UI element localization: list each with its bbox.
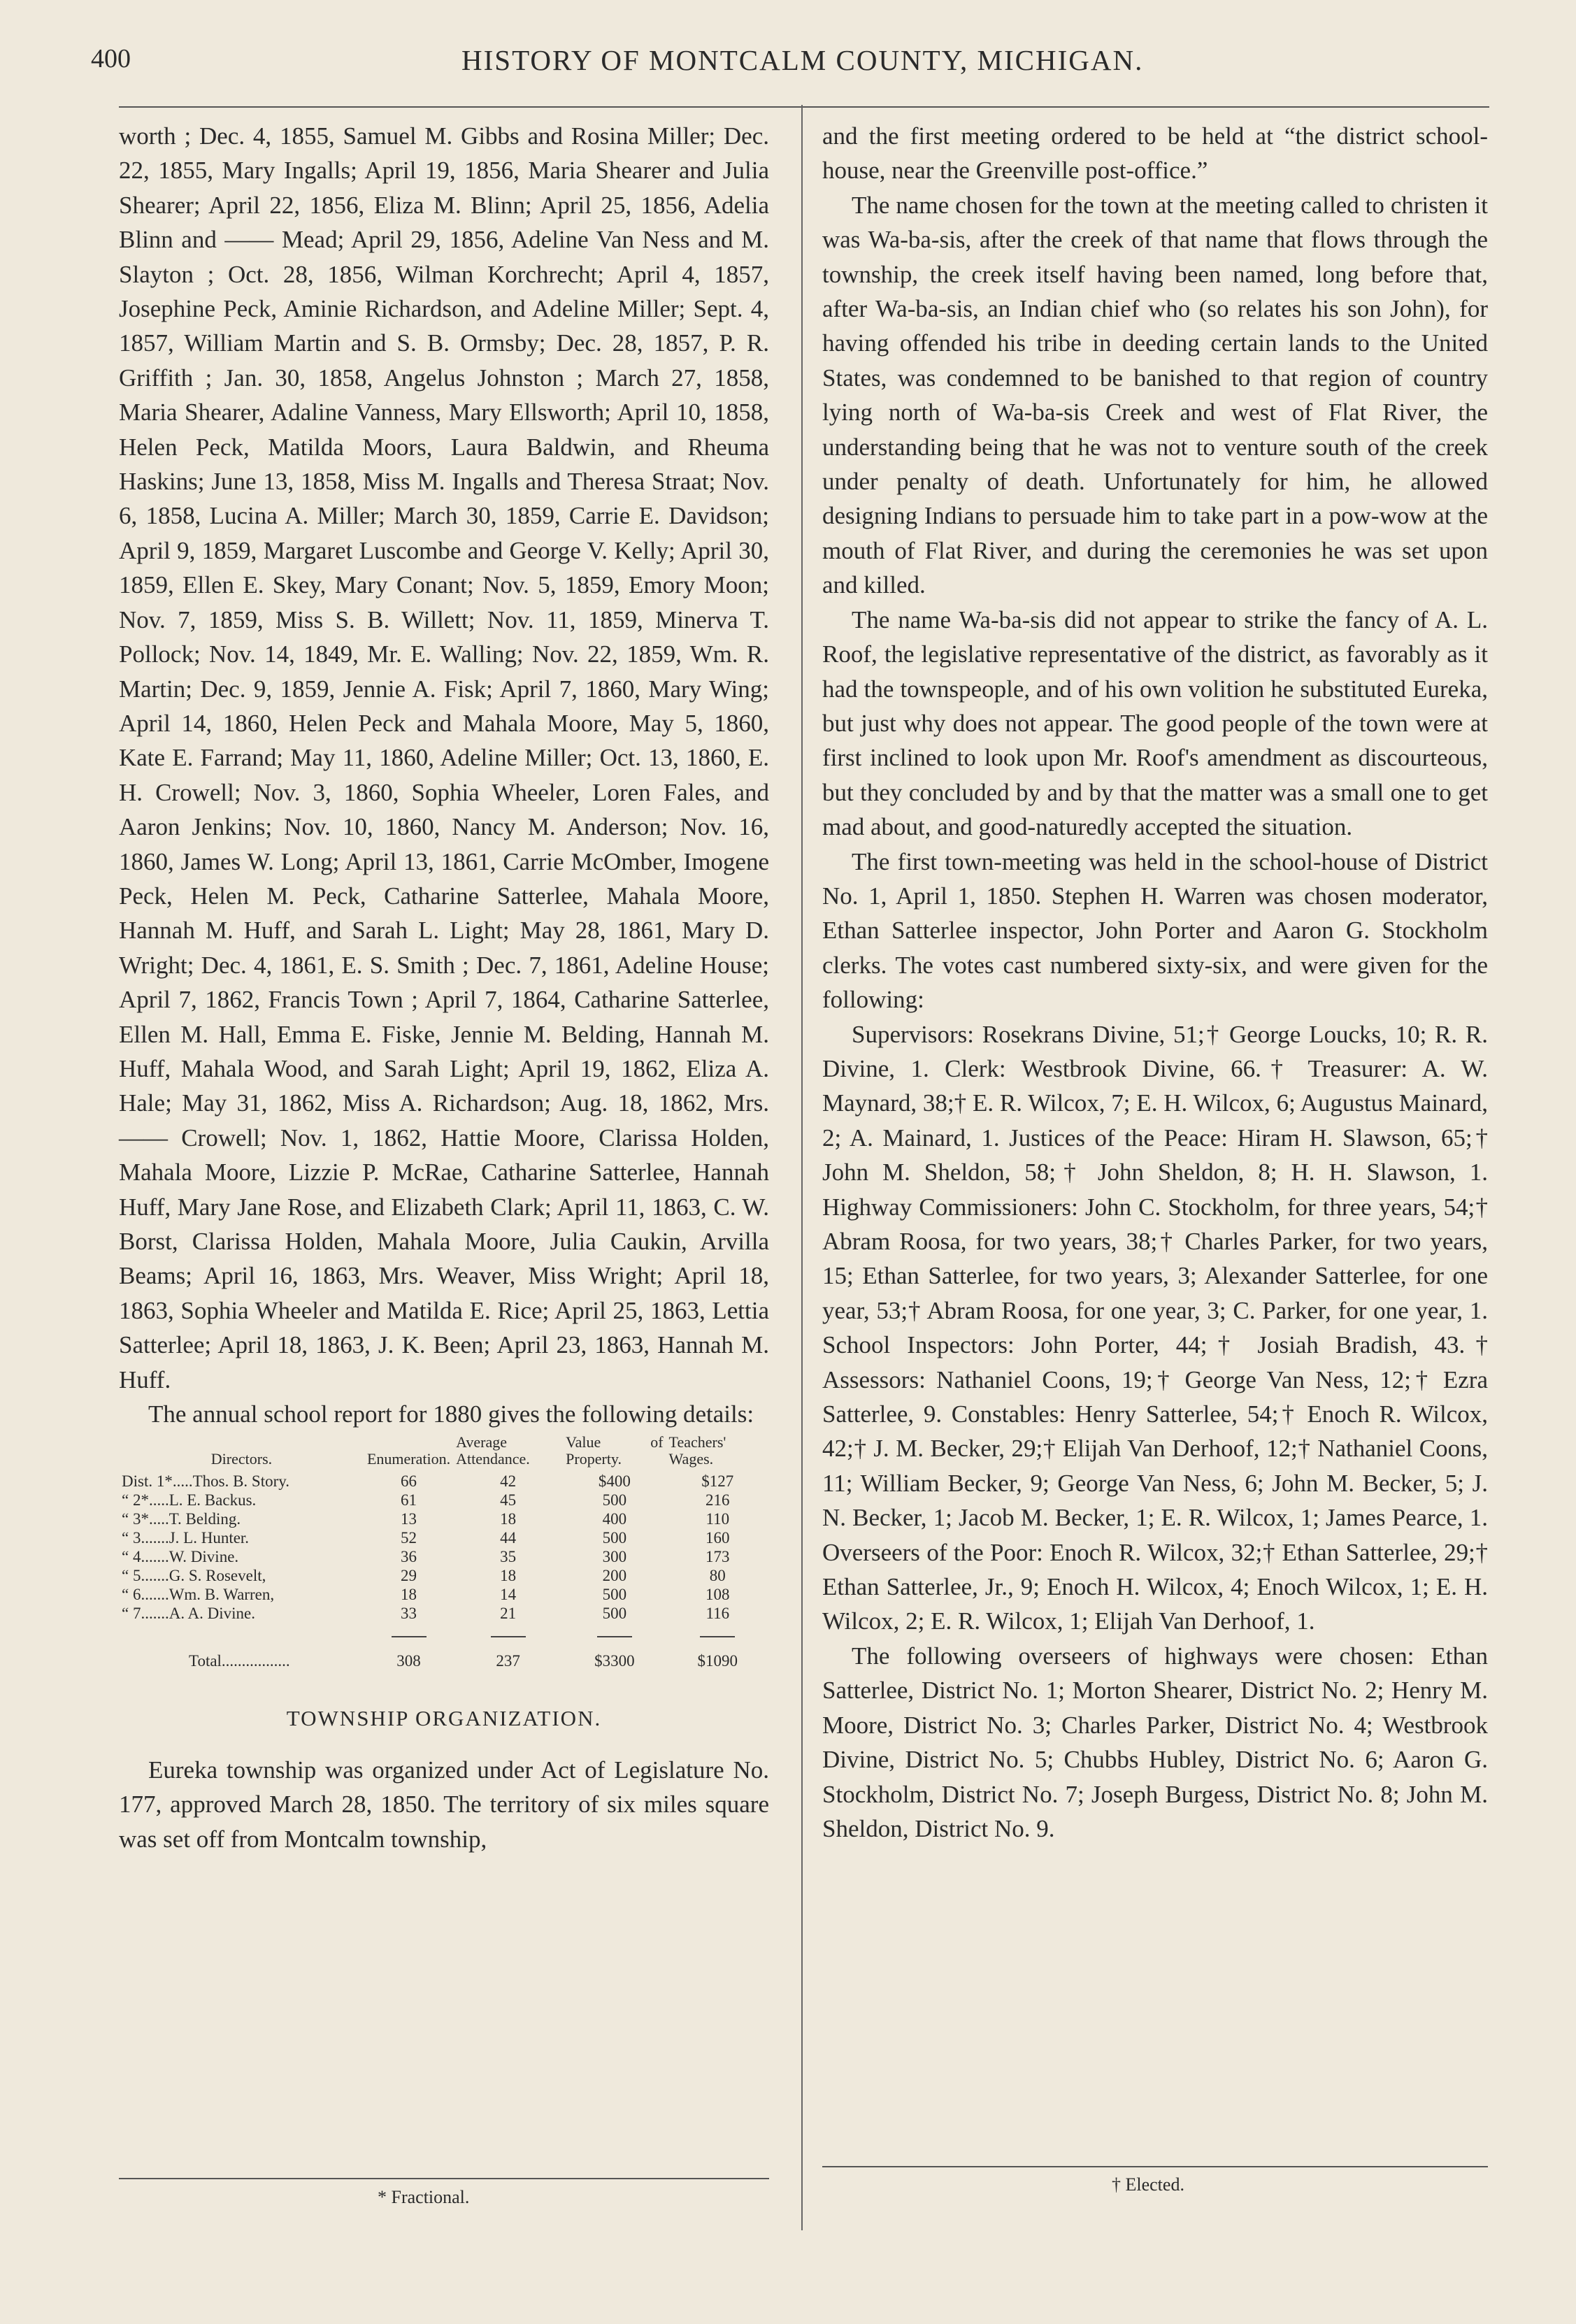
table-row xyxy=(119,1528,769,1547)
marriage-list-paragraph: worth ; Dec. 4, 1855, Samuel M. Gibbs and Rosina Miller; Dec. 22, 1855, Mary Ingalls; April 19, 1856, Maria Shearer and Julia Shearer; April 22, 1856, Eliza M. Blinn; April 25, 1856, Adelia Blinn and —— Mead; April 29, 1856, Adeline Van Ness and M. Slayton ; Oct. 28, 1856, Wilman Korchrecht; April 4, 1857, Josephine Peck, Aminie Richardson, and Adeline Miller; Sept. 4, 1857, William Martin and S. B. Ormsby; Dec. 28, 1857, P. R. Griffith ; Jan. 30, 1858, Angelus Johnston ; March 27, 1858, Maria Shearer, Adaline Vanness, Mary Ellsworth; April 10, 1858, Helen Peck, Matilda Moors, Laura Baldwin, and Rheuma Haskins; June 13, 1858, Miss M. Ingalls and Theresa Straat; Nov. 6, 1858, Lucina A. Miller; March 30, 1859, Carrie E. Davidson; April 9, 1859, Margaret Luscombe and George V. Kelly; April 30, 1859, Ellen E. Skey, Mary Conant; Nov. 5, 1859, Emory Moon; Nov. 7, 1859, Miss S. B. Willett; Nov. 11, 1859, Minerva T. Pollock; Nov. 14, 1849, Mr. E. Walling; Nov. 22, 1859, Wm. R. Martin; Dec. 9, 1859, Jennie A. Fisk; April 7, 1860, Mary Wing; April 14, 1860, Helen Peck and Mahala Moore, May 5, 1860, Kate E. Farrand; May 11, 1860, Adeline Miller; Oct. 13, 1860, E. H. Crowell; Nov. 3, 1860, Sophia Wheeler, Loren Fales, and Aaron Jenkins; Nov. 10, 1860, Nancy M. Anderson; Nov. 16, 1860, James W. Long; April 13, 1861, Carrie McOmber, Imogene Peck, Helen M. Peck, Catharine Satterlee, Mahala Moore, Hannah M. Huff, and Sarah L. Light; May 28, 1861, Mary D. Wright; Dec. 4, 1861, E. S. Smith ; Dec. 7, 1861, Adeline House; April 7, 1862, Francis Town ; April 7, 1864, Catharine Satterlee, Ellen M. Hall, Emma E. Fiske, Jennie M. Belding, Hannah M. Huff, Mahala Wood, and Sarah Light; April 19, 1862, Eliza A. Hale; May 31, 1862, Miss A. Richardson; Aug. 18, 1862, Mrs. —— Crowell; Nov. 1, 1862, Hattie Moore, Clarissa Holden, Mahala Moore, Lizzie P. McRae, Catharine Satterlee, Hannah Huff, Mary Jane Rose, and Elizabeth Clark; April 11, 1863, C. W. Borst, Clarissa Holden, Mahala Moore, Julia Caukin, Arvilla Beams; April 16, 1863, Mrs. Weaver, Miss Wright; April 18, 1863, Sophia Wheeler and Matilda E. Rice; April 25, 1863, Lettia Satterlee; April 18, 1863, J. K. Been; April 23, 1863, Hannah M. Huff. xyxy=(119,122,769,1393)
col-header-attendance: Average Attendance. xyxy=(456,1433,530,1468)
district-director: “ 5.......G. S. Rosevelt, xyxy=(122,1567,266,1585)
wages-cell: 116 xyxy=(705,1605,730,1623)
district-director: “ 3.......J. L. Hunter. xyxy=(122,1529,250,1547)
township-organization-paragraph: Eureka township was organized under Act of Legislature No. 177, approved March 28, 1850. The territory of six miles square was set off from Montcalm township, xyxy=(119,1756,769,1853)
table-row xyxy=(119,1547,769,1566)
property-cell: 300 xyxy=(602,1548,627,1566)
attendance-cell: 21 xyxy=(500,1605,517,1623)
left-footnote-rule xyxy=(119,2178,769,2179)
wages-cell: 110 xyxy=(705,1510,730,1528)
property-cell: 500 xyxy=(602,1529,627,1547)
enumeration-cell: 61 xyxy=(401,1491,417,1509)
header-rule xyxy=(119,106,1489,108)
running-title: HISTORY OF MONTCALM COUNTY, MICHIGAN. xyxy=(461,44,1144,76)
attendance-cell: 42 xyxy=(500,1472,517,1491)
page-header xyxy=(91,43,1489,85)
district-director: “ 2*.....L. E. Backus. xyxy=(122,1491,257,1509)
right-footnote-rule xyxy=(822,2166,1488,2167)
total-property: $3300 xyxy=(594,1652,635,1670)
attendance-cell: 14 xyxy=(500,1586,517,1604)
table-row xyxy=(119,1585,769,1604)
total-attendance: 237 xyxy=(496,1652,520,1670)
district-director: “ 3*.....T. Belding. xyxy=(122,1510,241,1528)
col-header-wages: Teachers' Wages. xyxy=(668,1433,726,1468)
wages-cell: 173 xyxy=(705,1548,730,1566)
attendance-cell: 18 xyxy=(500,1567,517,1585)
attendance-cell: 45 xyxy=(500,1491,517,1509)
school-report-intro: The annual school report for 1880 gives the following details: xyxy=(148,1400,754,1428)
total-enumeration: 308 xyxy=(396,1652,421,1670)
sum-rule xyxy=(700,1636,735,1637)
wages-cell: 80 xyxy=(709,1567,726,1585)
property-cell: 200 xyxy=(602,1567,627,1585)
wages-cell: 216 xyxy=(705,1491,730,1509)
enumeration-cell: 29 xyxy=(401,1567,417,1585)
enumeration-cell: 36 xyxy=(401,1548,417,1566)
sum-rule xyxy=(392,1636,427,1637)
left-column xyxy=(119,119,769,1856)
right-footnote: † Elected. xyxy=(1112,2174,1184,2195)
section-heading: TOWNSHIP ORGANIZATION. xyxy=(286,1706,602,1731)
table-row xyxy=(119,1472,769,1491)
col-header-directors: Directors. xyxy=(210,1450,273,1468)
wages-cell: $127 xyxy=(701,1472,734,1491)
sum-rule xyxy=(491,1636,526,1637)
enumeration-cell: 13 xyxy=(401,1510,417,1528)
name-origin-paragraph: The name chosen for the town at the meeting called to christen it was Wa-ba-sis, after the creek of that name that flows through the township, the creek itself having been named, long before that, after Wa-ba-sis, an Indian chief who (so relates his son John), for having offended his tribe in deeding certain lands to the United States, was condemned to be banished to that region of country lying north of Wa-ba-sis Creek and west of Flat River, the understanding being that he was not to venture south of the creek under penalty of death. Unfortunately for him, he allowed designing Indians to persuade him to take part in a pow-wow at the mouth of Flat River, and during the ceremonies he was set upon and killed. xyxy=(822,191,1488,599)
total-wages: $1090 xyxy=(697,1652,738,1670)
column-divider xyxy=(801,105,803,2230)
property-cell: 400 xyxy=(602,1510,627,1528)
district-director: Dist. 1*.....Thos. B. Story. xyxy=(122,1472,290,1491)
table-header-row xyxy=(119,1434,769,1472)
eureka-name-paragraph: The name Wa-ba-sis did not appear to strike the fancy of A. L. Roof, the legislative representative of the district, as favorably as it had the townspeople, and of his own volition he substituted Eureka, but just why does not appear. The good people of the town were at first inclined to look upon Mr. Roof's amendment as discourteous, but they concluded by and by that the matter was a small one to get mad about, and good-naturedly accepted the situation. xyxy=(822,605,1488,841)
col-header-enumeration: Enumeration. xyxy=(366,1450,451,1468)
enumeration-cell: 18 xyxy=(401,1586,417,1604)
district-director: “ 6.......Wm. B. Warren, xyxy=(122,1586,275,1604)
page-number: 400 xyxy=(91,44,131,73)
table-total-row xyxy=(119,1642,769,1670)
right-column xyxy=(822,119,1488,1846)
wages-cell: 160 xyxy=(705,1529,730,1547)
property-cell: 500 xyxy=(602,1491,627,1509)
district-director: “ 4.......W. Divine. xyxy=(122,1548,239,1566)
table-row xyxy=(119,1604,769,1623)
election-results-paragraph: Supervisors: Rosekrans Divine, 51;† George Loucks, 10; R. R. Divine, 1. Clerk: Westbrook Divine, 66.† Treasurer: A. W. Maynard, 38;† E. R. Wilcox, 7; E. H. Wilcox, 6; Augustus Mainard, 2; A. Mainard, 1. Justices of the Peace: Hiram H. Slawson, 65;† John M. Sheldon, 58;† John Sheldon, 8; H. H. Slawson, 1. Highway Commissioners: John C. Stockholm, for three years, 54;† Abram Roosa, for two years, 38;† Charles Parker, for two years, 15; Ethan Satterlee, for two years, 3; Alexander Satterlee, for one year, 53;† Abram Roosa, for one year, 3; C. Parker, for one year, 1. School Inspectors: John Porter, 44;† Josiah Bradish, 43.† Assessors: Nathaniel Coons, 19;† George Van Ness, 12;† Ezra Satterlee, 9. Constables: Henry Satterlee, 54;† Enoch R. Wilcox, 42;† J. M. Becker, 29;† Elijah Van Derhoof, 12;† Nathaniel Coons, 11; William Becker, 9; George Van Ness, 6; John M. Becker, 5; J. N. Becker, 1; Jacob M. Becker, 1; E. R. Wilcox, 1; James Pearce, 1. Overseers of the Poor: Enoch R. Wilcox, 32;† Ethan Satterlee, 29;† Ethan Satterlee, Jr., 9; Enoch H. Wilcox, 4; Enoch Wilcox, 1; E. H. Wilcox, 2; E. R. Wilcox, 1; Elijah Van Derhoof, 1. xyxy=(822,1020,1488,1635)
school-report-table xyxy=(119,1434,769,1670)
total-label: Total................. xyxy=(189,1652,290,1670)
property-cell: 500 xyxy=(602,1605,627,1623)
highway-overseers-paragraph: The following overseers of highways were chosen: Ethan Satterlee, District No. 1; Morton Shearer, District No. 2; Henry M. Moore, District No. 3; Charles Parker, District No. 4; Westbrook Divine, District No. 5; Chubbs Hubley, District No. 6; Aaron G. Stockholm, District No. 7; Joseph Burgess, District No. 8; John M. Sheldon, District No. 9. xyxy=(822,1642,1488,1842)
enumeration-cell: 66 xyxy=(401,1472,417,1491)
table-row xyxy=(119,1566,769,1585)
first-town-meeting-paragraph: The first town-meeting was held in the school-house of District No. 1, April 1, 1850. Stephen H. Warren was chosen moderator, Ethan Satterlee inspector, John Porter and Aaron G. Stockholm clerks. The votes cast numbered sixty-six, and were given for the following: xyxy=(822,847,1488,1014)
table-separator-row xyxy=(119,1623,769,1642)
meeting-paragraph: and the first meeting ordered to be held at “the district school-house, near the Greenville post-office.” xyxy=(822,122,1488,185)
wages-cell: 108 xyxy=(705,1586,730,1604)
left-footnote: * Fractional. xyxy=(378,2187,470,2207)
sum-rule xyxy=(597,1636,632,1637)
enumeration-cell: 33 xyxy=(401,1605,417,1623)
property-cell: $400 xyxy=(598,1472,631,1491)
property-cell: 500 xyxy=(602,1586,627,1604)
attendance-cell: 18 xyxy=(500,1510,517,1528)
attendance-cell: 44 xyxy=(500,1529,517,1547)
district-director: “ 7.......A. A. Divine. xyxy=(122,1605,256,1623)
enumeration-cell: 52 xyxy=(401,1529,417,1547)
table-row xyxy=(119,1509,769,1528)
table-row xyxy=(119,1491,769,1509)
attendance-cell: 35 xyxy=(500,1548,517,1566)
col-header-property: Value of Property. xyxy=(566,1433,664,1468)
